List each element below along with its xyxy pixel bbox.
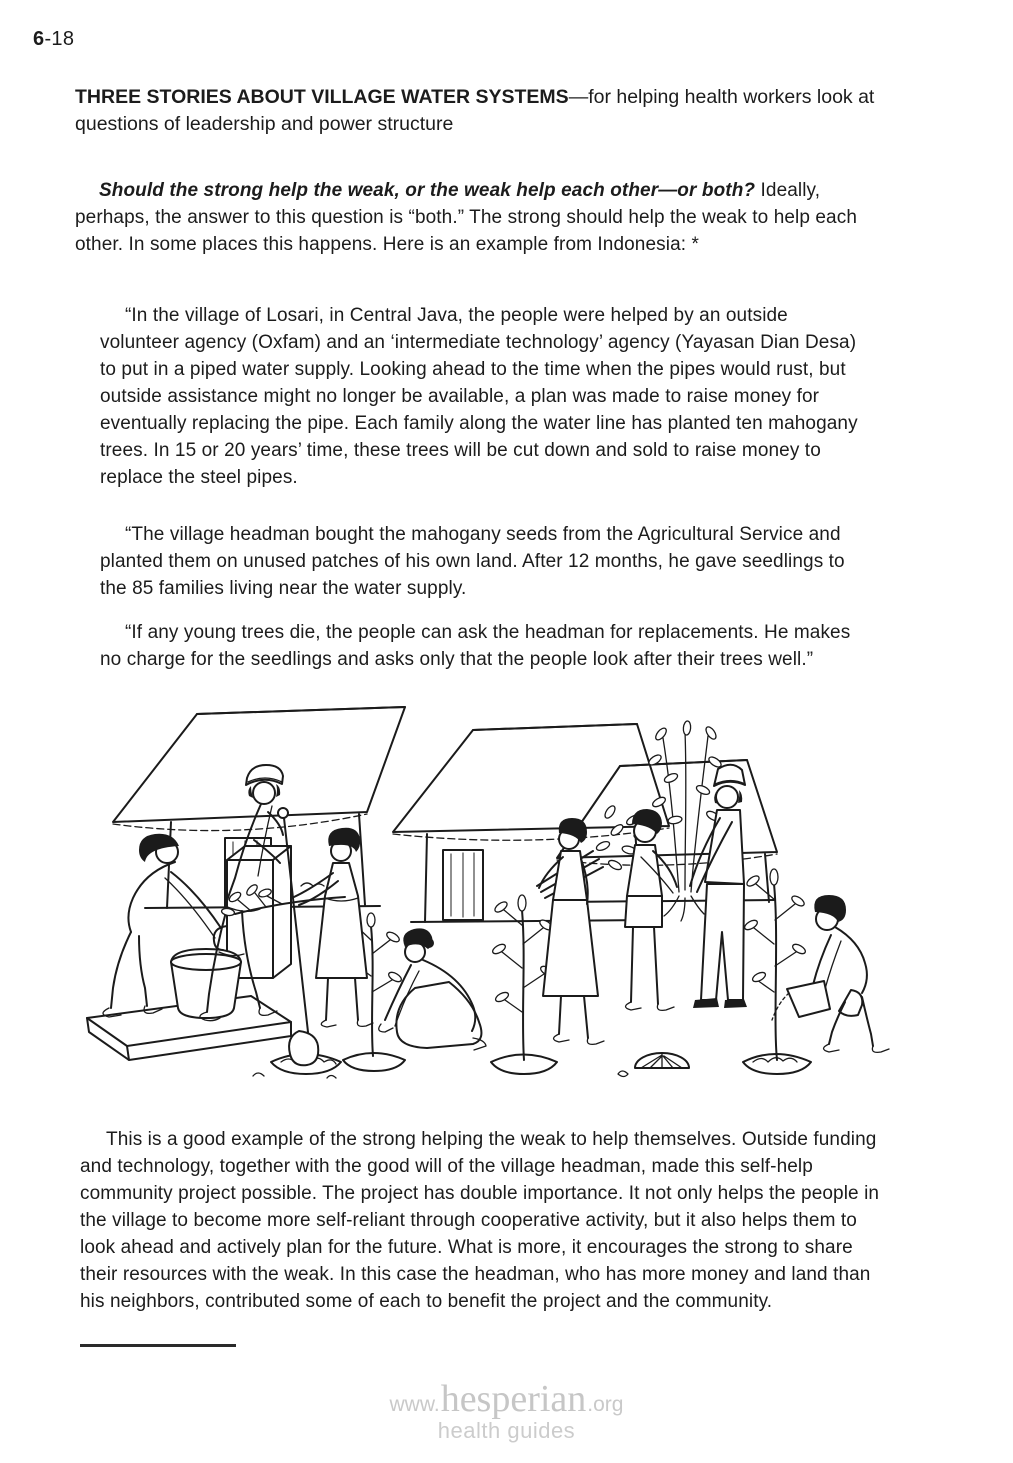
watermark xyxy=(0,1380,1013,1442)
headman-with-bundle xyxy=(690,765,747,1008)
closing-paragraph: This is a good example of the strong helping the weak to help themselves. Outside funding and technology, together with the good will of the village headman, made this self-help community project possible. The project has double importance. It not only helps the people in the village to become more self-reliant through cooperative activity, but it also helps them to look ahead and actively plan for the future. What is more, it encourages the strong to share their resources with the weak. In this case the headman, who has more money and land than his neighbors, contributed some of each to benefit the project and the community. xyxy=(80,1129,880,1312)
section-heading-bold: THREE STORIES ABOUT VILLAGE WATER SYSTEMS xyxy=(75,86,569,108)
woman-kneeling-planting xyxy=(379,928,486,1050)
section-heading-subtitle: —for helping health workers look at questions of leadership and power structure xyxy=(75,86,875,135)
footnote-rule xyxy=(80,1344,236,1347)
boy-watering xyxy=(772,895,889,1052)
story-paragraph-3: “If any young trees die, the people can ask the headman for replacements. He makes no charge for the seedlings and asks only that the people look after their trees well.” xyxy=(100,622,851,670)
intro-lead-question: Should the strong help the weak, or the weak help each other—or both? xyxy=(99,180,756,201)
watermark-tagline: health guides xyxy=(437,1418,576,1443)
page-number-rest: -18 xyxy=(44,28,75,50)
watermark-url xyxy=(0,1380,1013,1418)
watermark-org: .org xyxy=(587,1393,624,1416)
section-heading xyxy=(75,84,889,138)
watermark-name: hesperian xyxy=(440,1378,587,1420)
page-number xyxy=(33,28,74,51)
story-paragraph-2: “The village headman bought the mahogany seeds from the Agricultural Service and planted them on unused patches of his own land. After 12 months, he gave seedlings to the 85 families living near the water supply. xyxy=(100,524,845,599)
intro-body: Ideally, perhaps, the answer to this question is “both.” The strong should help the weak to help each other. In some places this happens. Here is an example from Indonesia: * xyxy=(75,180,857,255)
boy-receiving-seedlings xyxy=(625,809,677,1010)
watermark-www: www. xyxy=(389,1393,440,1416)
dirt-mounds xyxy=(253,1053,811,1078)
page-number-chapter: 6 xyxy=(33,28,45,50)
intro-paragraph xyxy=(75,177,887,258)
sapling-watered xyxy=(743,869,807,1060)
story-paragraph-1: “In the village of Losari, in Central Java, the people were helped by an outside volunteer agency (Oxfam) and an ‘intermediate technology’ agency (Yayasan Dian Desa) to put in a piped water supply. Looking ahead to the time when the pipes would rust, but outside assistance might no longer be available, a plan was made to raise money for eventually replacing the pipe. Each family along the water line has planted ten mahogany trees. In 15 or 20 years’ time, these trees will be cut down and sold to raise money to replace the steel pipes. xyxy=(100,305,858,488)
village-planting-illustration xyxy=(75,700,905,1092)
water-tap-stand xyxy=(87,846,291,1060)
